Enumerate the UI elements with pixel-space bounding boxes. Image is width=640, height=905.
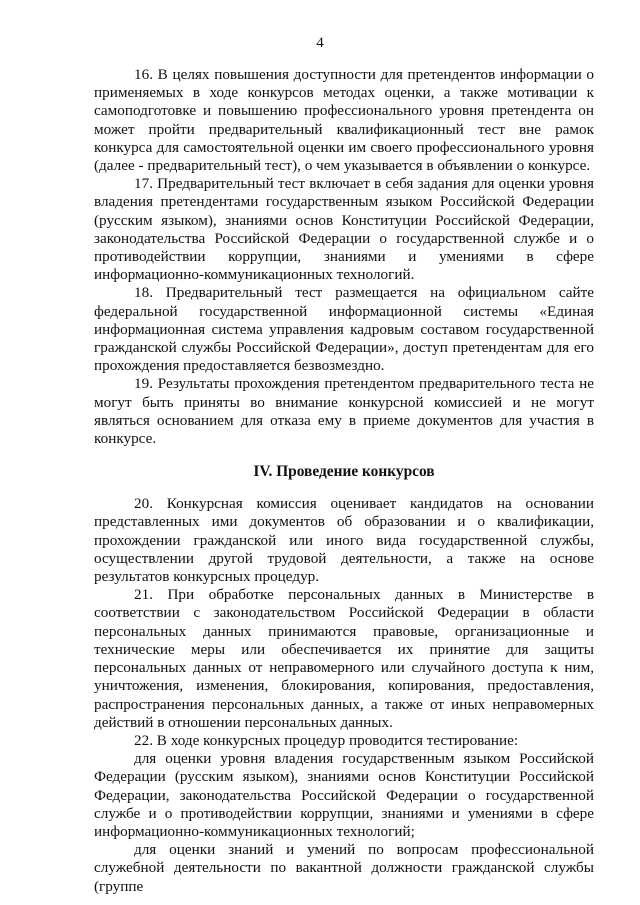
paragraph-20: 20. Конкурсная комиссия оценивает кандидатов на основании представленных ими документов об образовании и о квалификации, прохождении гражданской или иного вида государственной службы, осуществлении другой трудовой деятельности, а также на основе результатов конкурсных процедур. xyxy=(94,495,594,586)
page-number: 4 xyxy=(316,35,324,51)
paragraph-22-item-2: для оценки знаний и умений по вопросам профессиональной служебной деятельности по вакантной должности гражданской службы (группе xyxy=(94,841,594,895)
paragraph-21: 21. При обработке персональных данных в Министерстве в соответствии с законодательством Российской Федерации в области персональных данных принимаются правовые, организационные и технические меры или обеспечивается их принятие для защиты персональных данных от неправомерного или случайного доступа к ним, уничтожения, изменения, блокирования, копирования, предоставления, распространения персональных данных, а также от иных неправомерных действий в отношении персональных данных. xyxy=(94,586,594,731)
paragraph-19: 19. Результаты прохождения претендентом предварительного теста не могут быть приняты во внимание конкурсной комиссией и не могут являться основанием для отказа ему в приеме документов для участия в конкурсе. xyxy=(94,375,594,448)
document-body xyxy=(94,66,594,896)
paragraph-22-item-1: для оценки уровня владения государственным языком Российской Федерации (русским языком), знаниями основ Конституции Российской Федерации, законодательства Российской Федерации о государственной службе и о противодействии коррупции, знаниями и умениями в сфере информационно-коммуникационных технологий; xyxy=(94,750,594,840)
paragraph-22: 22. В ходе конкурсных процедур проводится тестирование: xyxy=(134,731,519,749)
paragraph-16: 16. В целях повышения доступности для претендентов информации о применяемых в ходе конкурсов методах оценки, а также мотивации к самоподготовке и повышению профессионального уровня претендента он может пройти предварительный квалификационный тест вне рамок конкурса для самостоятельной оценки им своего профессионального уровня (далее - предварительный тест), о чем указывается в объявлении о конкурсе. xyxy=(94,66,594,175)
section-heading: IV. Проведение конкурсов xyxy=(253,463,435,481)
paragraph-17: 17. Предварительный тест включает в себя задания для оценки уровня владения претендентами государственным языком Российской Федерации (русским языком), знаниями основ Конституции Российской Федерации, законодательства Российской Федерации о государственной службе и о противодействии коррупции, знаниями и умениями в сфере информационно-коммуникационных технологий. xyxy=(94,175,594,284)
paragraph-18: 18. Предварительный тест размещается на официальном сайте федеральной государственной информационной системы «Единая информационная система управления кадровым составом государственной гражданской службы Российской Федерации», доступ претендентам для его прохождения предоставляется безвозмездно. xyxy=(94,284,594,375)
